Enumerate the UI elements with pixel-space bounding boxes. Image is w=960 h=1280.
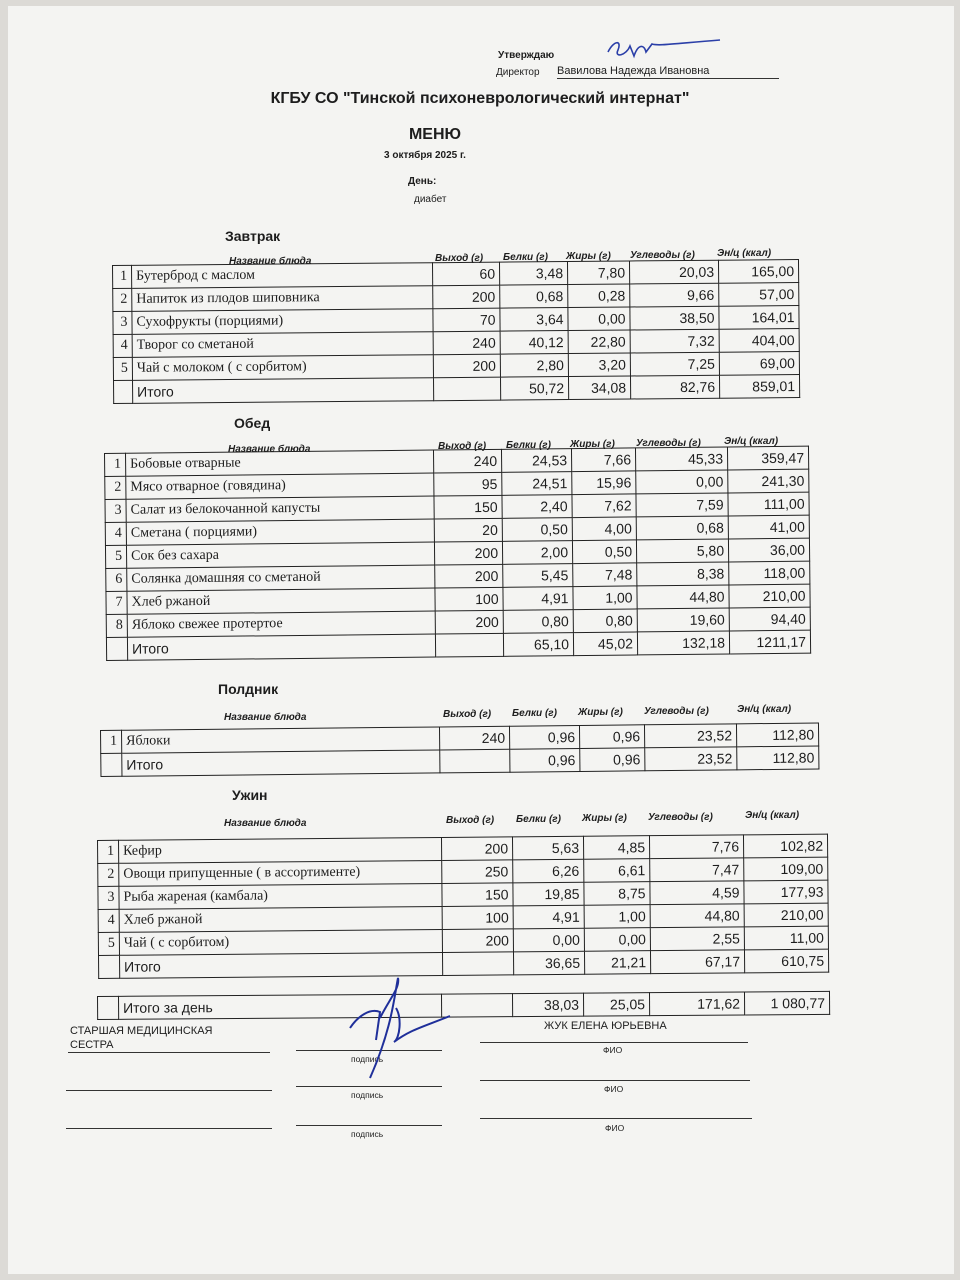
protein-cell: 2,40 [502,495,572,519]
row-number: 2 [105,476,126,499]
dish-name: Рыба жареная (камбала) [119,883,442,909]
dish-name: Чай с молоком ( с сорбитом) [132,355,433,381]
carbs-cell: 45,33 [635,447,727,471]
column-header-energy: Эн/ц (ккал) [737,704,792,715]
director-name: Вавилова Надежда Ивановна [557,65,779,79]
lunch-table [104,446,811,661]
dish-name: Овощи припущенные ( в ассортименте) [119,860,442,886]
energy-cell: 210,00 [744,903,828,927]
day-total-energy: 1 080,77 [744,991,829,1015]
protein-cell: 2,00 [502,541,572,565]
role-line [68,1052,270,1053]
dish-name: Творог со сметаной [132,332,433,358]
name-line [480,1118,752,1119]
fat-cell: 1,00 [584,905,650,929]
total-label: Итого [122,750,440,776]
energy-cell: 102,82 [743,834,827,858]
dish-name: Кефир [119,837,442,863]
column-header-energy: Эн/ц (ккал) [724,436,779,447]
row-number: 4 [98,909,119,932]
fat-cell: 6,61 [584,859,650,883]
carbs-cell: 7,32 [630,329,719,353]
column-header-carbs: Углеводы (г) [648,812,713,823]
row-number: 3 [113,311,132,334]
row-number: 4 [105,522,126,545]
total-protein: 0,96 [510,748,580,772]
nurse-role: СТАРШАЯ МЕДИЦИНСКАЯ СЕСТРА [70,1025,213,1051]
column-header-fat: Жиры (г) [582,813,627,824]
total-label: Итого [120,952,443,978]
day-total-table [97,991,830,1020]
total-row [98,991,830,1019]
total-energy: 1211,17 [729,630,810,654]
total-carbs: 82,76 [630,375,719,399]
energy-cell: 118,00 [729,561,810,585]
total-protein: 50,72 [500,377,568,401]
column-header-energy: Эн/ц (ккал) [717,248,772,259]
dish-name: Сок без сахара [126,542,434,568]
row-number: 7 [106,591,127,614]
row-number: 1 [113,265,132,288]
column-header-name: Название блюда [224,712,307,723]
yield-cell: 200 [434,541,502,565]
protein-cell: 0,50 [502,518,572,542]
section-title-dinner: Ужин [232,787,268,803]
carbs-cell: 2,55 [650,927,744,951]
dish-name: Бобовые отварные [126,450,434,476]
breakfast-table [112,259,800,404]
name-caption: ФИО [603,1045,623,1055]
protein-cell: 0,80 [503,610,573,634]
protein-cell: 4,91 [513,905,584,929]
row-number: 1 [101,730,122,753]
dish-name: Сметана ( порциями) [126,519,434,545]
total-carbs: 67,17 [650,950,744,974]
fat-cell: 7,62 [572,494,636,518]
column-header-name: Название блюда [228,444,311,455]
energy-cell: 359,47 [727,446,808,470]
carbs-cell: 44,80 [637,585,729,609]
yield-cell: 240 [439,726,509,750]
fat-cell: 3,20 [568,353,630,377]
nurse-signature-icon [340,968,460,1083]
name-caption: ФИО [605,1123,625,1133]
fat-cell: 15,96 [572,471,636,495]
row-number: 5 [105,545,126,568]
yield-cell: 200 [435,564,503,588]
total-energy: 112,80 [737,746,819,770]
protein-cell: 19,85 [513,882,584,906]
energy-cell: 11,00 [744,926,828,950]
role-line [66,1090,272,1091]
row-number: 8 [106,614,127,637]
protein-cell: 6,26 [513,859,584,883]
name-line [480,1042,748,1043]
role-line [66,1128,272,1129]
column-header-protein: Белки (г) [512,708,557,719]
carbs-cell: 5,80 [636,539,728,563]
column-header-protein: Белки (г) [516,814,561,825]
yield-cell: 200 [441,837,512,861]
page-title: МЕНЮ [408,126,462,143]
day-total-label: Итого за день [119,994,442,1019]
column-header-carbs: Углеводы (г) [644,706,709,717]
column-header-name: Название блюда [224,818,307,829]
protein-cell: 24,53 [501,449,571,473]
column-header-energy: Эн/ц (ккал) [745,810,800,821]
name-line [480,1080,750,1081]
energy-cell: 165,00 [718,260,798,284]
energy-cell: 41,00 [728,515,809,539]
yield-cell: 100 [442,906,513,930]
day-label: День: [408,176,437,187]
name-caption: ФИО [604,1084,624,1094]
carbs-cell: 19,60 [637,608,729,632]
fat-cell: 8,75 [584,882,650,906]
row-number: 5 [113,357,132,380]
fat-cell: 7,66 [571,448,635,472]
dish-name: Чай ( с сорбитом) [119,929,442,955]
total-energy: 610,75 [744,949,828,973]
carbs-cell: 7,76 [649,835,743,859]
column-header-carbs: Углеводы (г) [636,438,701,449]
fat-cell: 0,28 [568,284,630,308]
carbs-cell: 8,38 [637,562,729,586]
yield-cell: 150 [442,883,513,907]
total-fat: 0,96 [580,748,645,772]
signature-line [296,1125,442,1126]
dish-name: Напиток из плодов шиповника [132,286,433,312]
energy-cell: 109,00 [744,857,828,881]
column-header-name: Название блюда [229,256,312,267]
row-number: 3 [98,886,119,909]
fat-cell: 0,96 [579,725,644,749]
fat-cell: 7,48 [573,563,637,587]
carbs-cell: 0,00 [636,470,728,494]
carbs-cell: 7,59 [636,493,728,517]
nurse-name: ЖУК ЕЛЕНА ЮРЬЕВНА [544,1020,667,1032]
carbs-cell: 38,50 [630,306,719,330]
diet-label: диабет [414,194,447,205]
column-header-protein: Белки (г) [506,440,551,451]
row-number: 2 [113,288,132,311]
yield-cell: 200 [433,285,500,309]
protein-cell: 5,45 [503,564,573,588]
organization-title: КГБУ СО "Тинской психоневрологический интернат" [270,90,690,107]
yield-cell: 20 [434,518,502,542]
energy-cell: 241,30 [728,469,809,493]
yield-cell: 200 [435,610,503,634]
column-header-fat: Жиры (г) [578,707,623,718]
yield-cell: 200 [433,354,500,378]
fat-cell: 0,00 [568,307,630,331]
total-fat: 45,02 [573,632,637,656]
dish-name: Хлеб ржаной [119,906,442,932]
section-title-snack: Полдник [218,681,279,697]
column-header-yield: Выход (г) [435,253,484,264]
column-header-fat: Жиры (г) [570,439,615,450]
total-label: Итого [133,378,434,404]
protein-cell: 0,00 [513,928,584,952]
yield-cell: 60 [432,262,499,286]
energy-cell: 404,00 [719,329,799,353]
director-signature-icon [600,34,730,64]
protein-cell: 5,63 [512,836,583,860]
fat-cell: 4,00 [572,517,636,541]
day-total-protein: 38,03 [512,993,583,1016]
protein-cell: 3,48 [499,262,567,286]
dish-name: Бутерброд с маслом [132,263,433,289]
fat-cell: 7,80 [567,261,629,285]
day-total-fat: 25,05 [583,993,649,1016]
energy-cell: 36,00 [728,538,809,562]
fat-cell: 4,85 [583,836,649,860]
fat-cell: 0,00 [584,928,650,952]
signature-caption: подпись [351,1090,384,1100]
carbs-cell: 9,66 [630,283,719,307]
fat-cell: 1,00 [573,586,637,610]
fat-cell: 0,50 [572,540,636,564]
yield-cell: 240 [433,449,501,473]
menu-date: 3 октября 2025 г. [384,150,466,161]
carbs-cell: 20,03 [629,260,718,284]
total-fat: 21,21 [584,951,650,975]
total-label: Итого [127,634,435,660]
protein-cell: 4,91 [503,587,573,611]
total-protein: 36,65 [513,951,584,975]
total-energy: 859,01 [719,375,799,399]
energy-cell: 164,01 [719,306,799,330]
dish-name: Солянка домашняя со сметаной [127,565,435,591]
carbs-cell: 7,25 [630,352,719,376]
column-header-yield: Выход (г) [438,441,487,452]
day-total-carbs: 171,62 [649,992,744,1016]
row-number: 6 [106,568,127,591]
yield-cell: 95 [434,472,502,496]
dish-name: Салат из белокочанной капусты [126,496,434,522]
total-carbs: 23,52 [645,747,737,771]
energy-cell: 94,40 [729,607,810,631]
total-protein: 65,10 [503,633,573,657]
carbs-cell: 7,47 [650,858,744,882]
yield-cell: 240 [433,331,500,355]
energy-cell: 112,80 [736,723,818,747]
protein-cell: 0,96 [509,725,579,749]
column-header-fat: Жиры (г) [566,251,611,262]
signature-caption: подпись [351,1054,384,1064]
row-number: 4 [113,334,132,357]
yield-cell: 70 [433,308,500,332]
energy-cell: 210,00 [729,584,810,608]
dinner-table [97,834,829,979]
yield-cell: 250 [442,860,513,884]
energy-cell: 69,00 [719,352,799,376]
carbs-cell: 0,68 [636,516,728,540]
row-number: 1 [105,453,126,476]
carbs-cell: 23,52 [644,724,736,748]
protein-cell: 3,64 [500,308,568,332]
yield-cell: 200 [442,929,513,953]
carbs-cell: 4,59 [650,881,744,905]
dish-name: Сухофрукты (порциями) [132,309,433,335]
dish-name: Яблоко свежее протертое [127,611,435,637]
energy-cell: 111,00 [728,492,809,516]
section-title-lunch: Обед [234,415,271,431]
protein-cell: 24,51 [502,472,572,496]
row-number: 5 [98,932,119,955]
director-role: Директор [496,67,540,78]
total-carbs: 132,18 [637,631,729,655]
column-header-yield: Выход (г) [446,815,495,826]
column-header-carbs: Углеводы (г) [630,250,695,261]
signature-caption: подпись [351,1129,384,1139]
fat-cell: 0,80 [573,609,637,633]
row-number: 2 [98,863,119,886]
yield-cell: 150 [434,495,502,519]
total-fat: 34,08 [568,376,630,400]
energy-cell: 177,93 [744,880,828,904]
column-header-yield: Выход (г) [443,709,492,720]
energy-cell: 57,00 [719,283,799,307]
row-number: 3 [105,499,126,522]
section-title-breakfast: Завтрак [225,228,281,244]
protein-cell: 0,68 [500,285,568,309]
protein-cell: 40,12 [500,331,568,355]
yield-cell: 100 [435,587,503,611]
column-header-protein: Белки (г) [503,252,548,263]
dish-name: Мясо отварное (говядина) [126,473,434,499]
dish-name: Хлеб ржаной [127,588,435,614]
carbs-cell: 44,80 [650,904,744,928]
fat-cell: 22,80 [568,330,630,354]
signature-line [296,1086,442,1087]
protein-cell: 2,80 [500,354,568,378]
snack-table [100,722,819,777]
dish-name: Яблоки [122,727,440,753]
row-number: 1 [98,840,119,863]
approve-label: Утверждаю [498,50,555,61]
